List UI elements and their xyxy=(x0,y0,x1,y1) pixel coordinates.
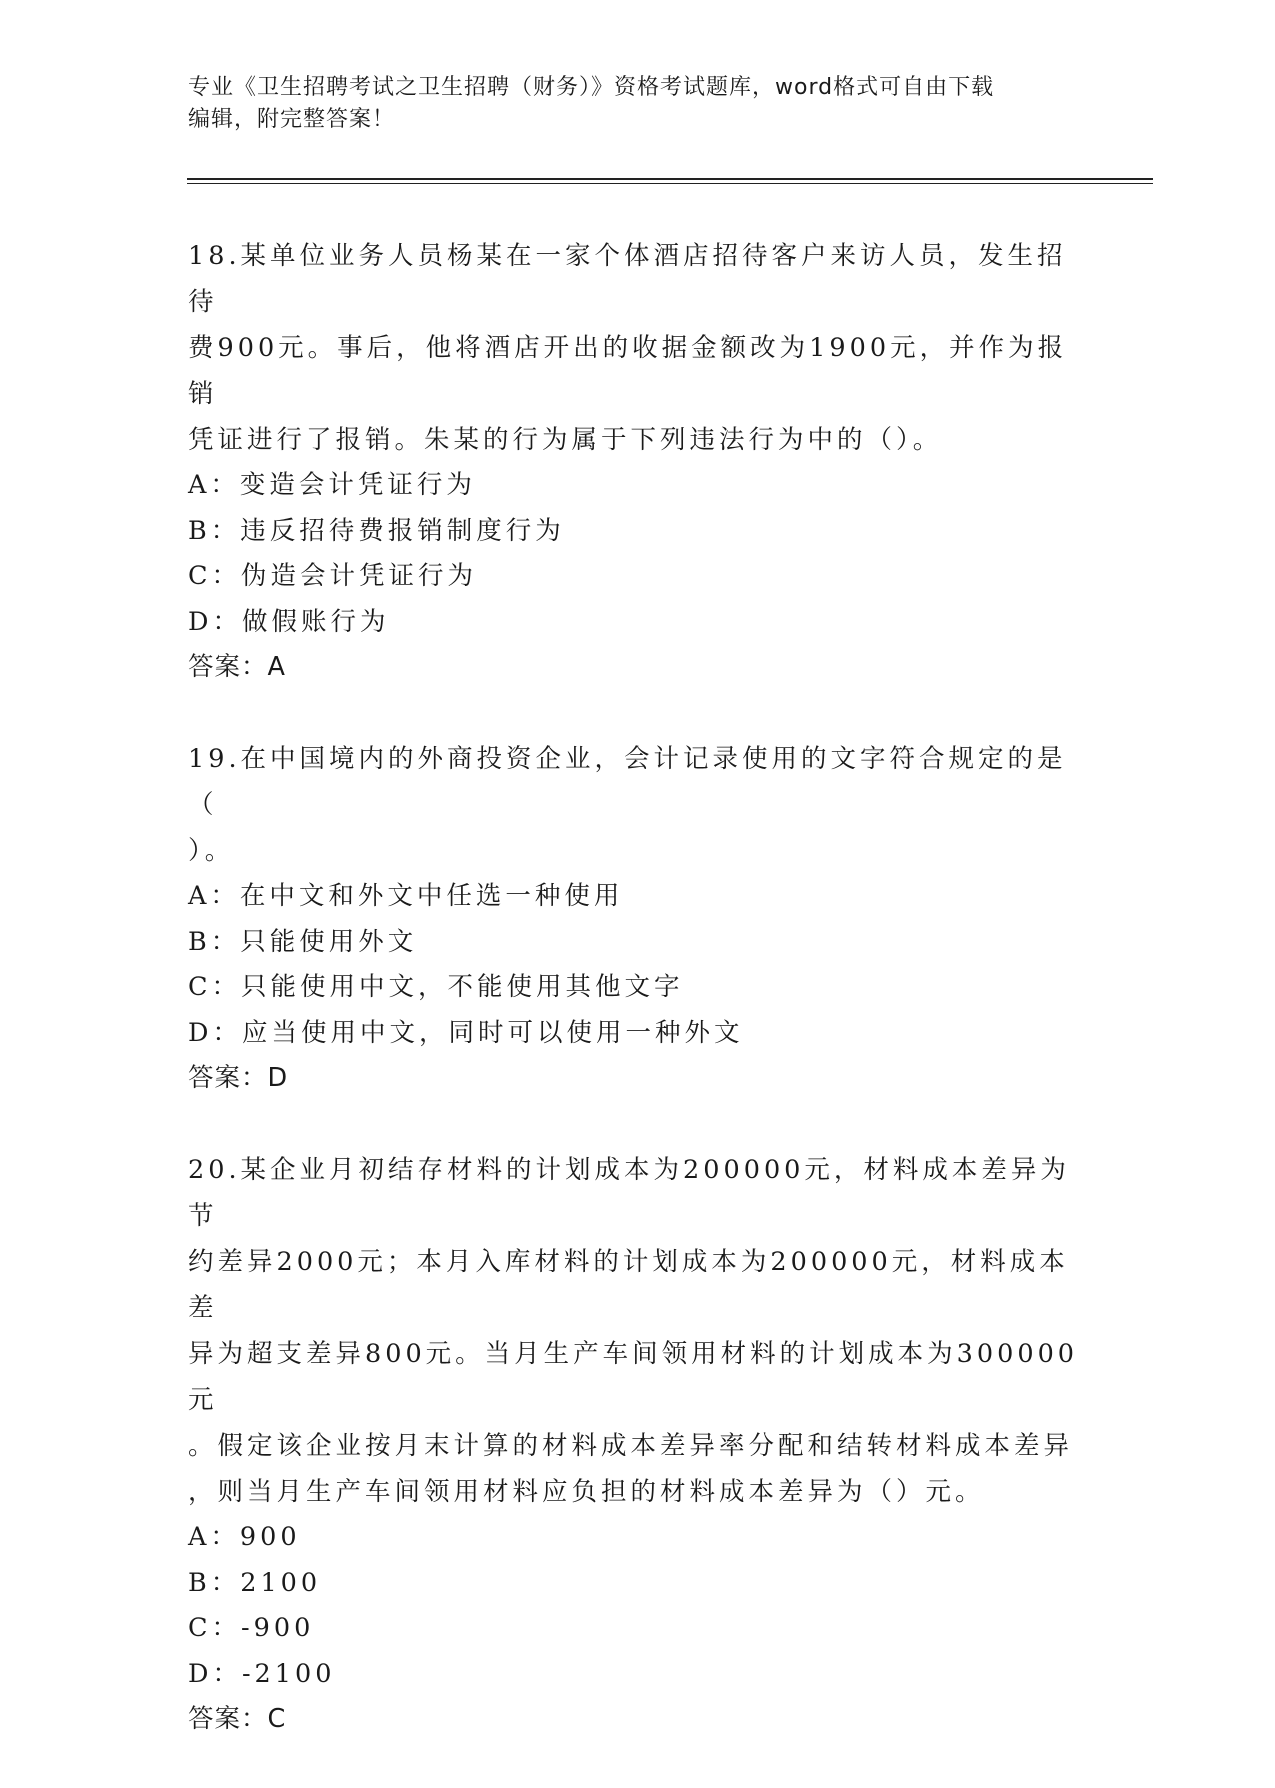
header-divider xyxy=(187,178,1153,184)
option-c: C：-900 xyxy=(188,1613,315,1643)
question-text-line: 20.某企业月初结存材料的计划成本为200000元，材料成本差异为节 xyxy=(188,1155,1070,1231)
option-a: A：900 xyxy=(188,1522,301,1552)
answer-label: 答案：A xyxy=(188,652,286,682)
question-20 xyxy=(188,1147,1088,1742)
option-d: D：做假账行为 xyxy=(188,606,390,637)
question-text-line: 异为超支差异800元。当月生产车间领用材料的计划成本为300000元 xyxy=(188,1339,1079,1415)
question-19 xyxy=(188,736,1088,1101)
answer-label: 答案：D xyxy=(188,1063,289,1093)
option-c: C：只能使用中文，不能使用其他文字 xyxy=(188,972,684,1002)
option-a: A：在中文和外文中任选一种使用 xyxy=(188,881,624,911)
question-text-line: 费900元。事后，他将酒店开出的收据金额改为1900元，并作为报销 xyxy=(188,333,1068,409)
option-a: A：变造会计凭证行为 xyxy=(188,470,476,500)
question-text-line: ）。 xyxy=(188,836,235,866)
answer-label: 答案：C xyxy=(188,1704,287,1734)
question-text-line: 18.某单位业务人员杨某在一家个体酒店招待客户来访人员，发生招待 xyxy=(188,241,1067,317)
page-header xyxy=(188,72,1088,136)
question-list xyxy=(188,233,1088,1788)
header-line-2: 编辑，附完整答案！ xyxy=(188,107,396,132)
question-18 xyxy=(188,233,1088,690)
question-text-line: 约差异2000元；本月入库材料的计划成本为200000元，材料成本差 xyxy=(188,1247,1069,1323)
option-d: D：-2100 xyxy=(188,1658,336,1689)
question-text-line: 19.在中国境内的外商投资企业，会计记录使用的文字符合规定的是（ xyxy=(188,744,1067,820)
header-line-1: 专业《卫生招聘考试之卫生招聘（财务）》资格考试题库，word格式可自由下载 xyxy=(188,75,995,100)
question-text-line: 。假定该企业按月末计算的材料成本差异率分配和结转材料成本差异 xyxy=(188,1431,1074,1461)
option-b: B：只能使用外文 xyxy=(188,926,418,957)
option-b: B：2100 xyxy=(188,1567,322,1598)
option-c: C：伪造会计凭证行为 xyxy=(188,561,478,591)
option-b: B：违反招待费报销制度行为 xyxy=(188,515,565,546)
option-d: D：应当使用中文，同时可以使用一种外文 xyxy=(188,1017,744,1048)
question-text-line: ，则当月生产车间领用材料应负担的材料成本差异为（）元。 xyxy=(188,1477,985,1507)
question-text-line: 凭证进行了报销。朱某的行为属于下列违法行为中的（）。 xyxy=(188,425,943,455)
